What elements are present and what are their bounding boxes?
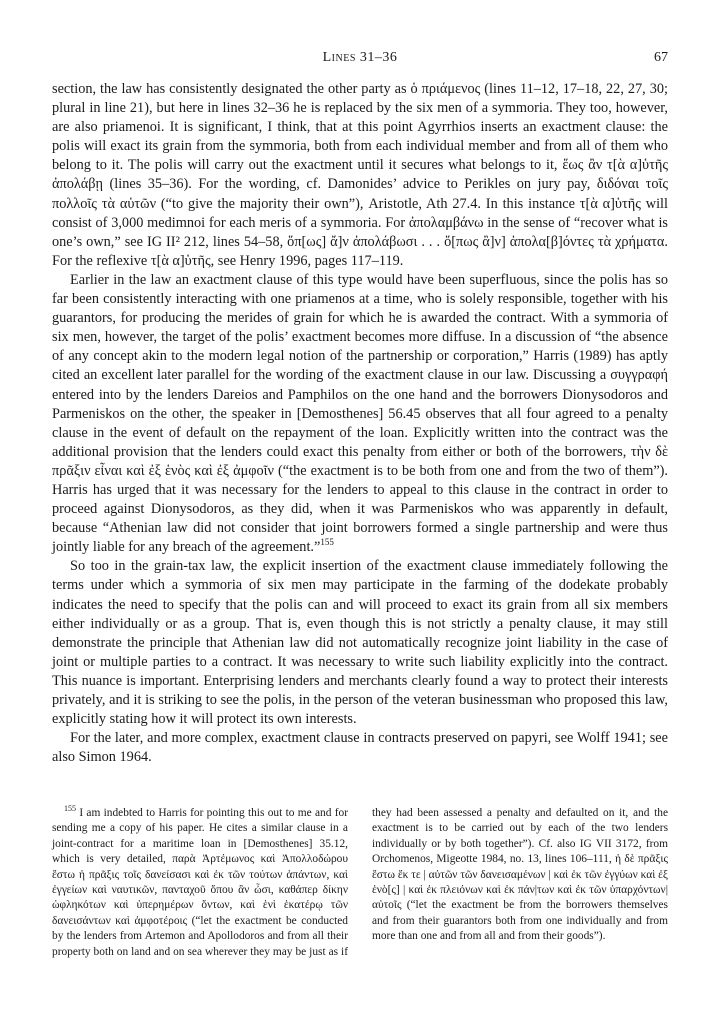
- footnote-155: [52, 806, 668, 960]
- running-head: Lines 31–36: [322, 50, 398, 65]
- footnote-text: I am indebted to Harris for pointing this out to me and for sending me a copy of his paper. He cites a similar clause in a joint-contract for a maritime loan in [Demosthenes] 35.12, which is very detailed, παρὰ Ἀρτέμωνος καὶ Ἀπολλοδώρου ἔστω ἡ πρᾶξις τοῖς δανείσασι καὶ ἐκ τῶν τούτων ἁπάντων, καὶ ἐγγείων καὶ ναυτικῶν, πανταχοῦ ὅπου ἂν ὦσι, καθάπερ δίκην ὠφληκότων καὶ ὑπερημέρων ὄντων, καὶ ἑνὶ ἑκατέρῳ τῶν δανεισάντων καὶ ἀμφοτέροις (“let the exactment be conducted by the lenders from Artemon and Apollodoros and from all their property both on land and on sea wherever they may be just as if they had been assessed a penalty and defaulted on it, and the exactment is to be carried out by each of the two lenders individually or by both together”). Cf. also IG VII 3172, from Orchomenos, Migeotte 1984, no. 13, lines 106–111, ἡ δὲ πρᾶξις ἔστω ἔκ τε | αὐτῶν τῶν δανεισαμένων | καὶ ἐκ τῶν ἐγγύων καὶ ἐξ ἑνὸ[ς] | καὶ ἐκ πλειόνων καὶ ἐκ πάν|των καὶ ἐκ τῶν ὑπαρχόντων| αὐτοῖς (“let the exactment be from the borrowers themselves and from their guarantors both from one individually and from more than one and from all and from their goods”).: [52, 807, 668, 958]
- footnote-number: 155: [64, 804, 76, 814]
- page-header: [52, 46, 668, 70]
- footnotes: [52, 806, 668, 960]
- footnote-reference[interactable]: 155: [320, 537, 334, 548]
- paragraph-1: section, the law has consistently designated the other party as ὁ πριάμενος (lines 11–12, 17–18, 22, 27, 30; plural in line 21), but here in lines 32–36 he is replaced by the six men of a symmoria. They too, however, are also priamenoi. It is significant, I think, that at this point Agyrrhios inserts an exactment clause: the polis will exact its grain from the symmoria, both from each individual member and from all of them who belong to it. The polis will carry out the exactment until it secures what belongs to it, ἕως ἂν τ[ὰ α]ὑτῆς ἀπολάβῃ (lines 35–36). For the wording, cf. Damonides’ advice to Perikles on jury pay, διδόναι τοῖς πολλοῖς τὰ αὑτῶν (“to give the majority their own”), Aristotle, Ath 27.4. In this instance τ[ὰ α]ὑτῆς will consist of 3,000 medimnoi for each meris of a symmoria. For ἀπολαμβάνω in the sense of “recover what is one’s own,” see IG II² 212, lines 54–58, ὅπ[ως] ἄ]ν ἀπολάβωσι . . . ὅ[πως ἂ]ν] ἀπολα[β]όντες τὰ χρήματα. For the reflexive τ[ὰ α]ὑτῆς, see Henry 1996, pages 117–119.: [52, 81, 668, 269]
- page-number: 67: [654, 50, 668, 65]
- paragraph-2: [52, 271, 668, 557]
- paragraph-2-text: Earlier in the law an exactment clause of this type would have been superfluous, since the polis has so far been consistently interacting with one priamenos at a time, who is solely responsible, together with his guarantors, for producing the merides of grain for which he is awarded the contract. With a symmoria of six men, however, the target of the polis’ exactment becomes more diffuse. In a discussion of “the absence of any concept akin to the modern legal notion of the partnership or corporation,” Harris (1989) has aptly cited an excellent later parallel for the wording of the exactment clause in our law. Discussing a συγγραφή entered into by the lenders Dareios and Pamphilos on the one hand and the borrowers Dionysodoros and Parmeniskos on the other, the speaker in [Demosthenes] 56.45 observes that all four agreed to a penalty clause in the event of default on the repayment of the loan. Explicitly written into the contract was the additional provision that the lenders could exact this penalty from either or both of the borrowers, τὴν δὲ πρᾶξιν εἶναι καὶ ἐξ ἑνὸς καὶ ἐξ ἀμφοῖν (“the exactment is to be both from one and from the two of them”). Harris has urged that it was necessary for the lenders to appeal to this clause in the contract in order to proceed against Dionysodoros, as they did, when it was Parmeniskos who was apparently in default, because “Athenian law did not consider that joint borrowers formed a single partnership and were thus jointly liable for any breach of the agreement.”: [52, 271, 668, 556]
- paragraph-4: For the later, and more complex, exactment clause in contracts preserved on papyri, see Wolff 1941; see also Simon 1964.: [52, 730, 668, 766]
- body-text: [52, 80, 668, 767]
- page: [52, 46, 668, 767]
- paragraph-3: So too in the grain-tax law, the explicit insertion of the exactment clause immediately following the terms under which a symmoria of six men may participate in the farming of the dodekate probably indicates the need to specify that the polis can and will proceed to exact its grain from all six members either individually or as a group. That is, even though this is not strictly a penalty clause, it may still demonstrate the principle that Athenian law did not automatically recognize joint liability in the case of joint or multiple parties to a contract. It was necessary to write such liability explicitly into the contract. This nuance is important. Enterprising lenders and merchants clearly found a way to protect their interests privately, and it is striking to see the polis, in the person of the veteran businessman who proposed this law, explicitly stating how it will protect its own interests.: [52, 558, 668, 728]
